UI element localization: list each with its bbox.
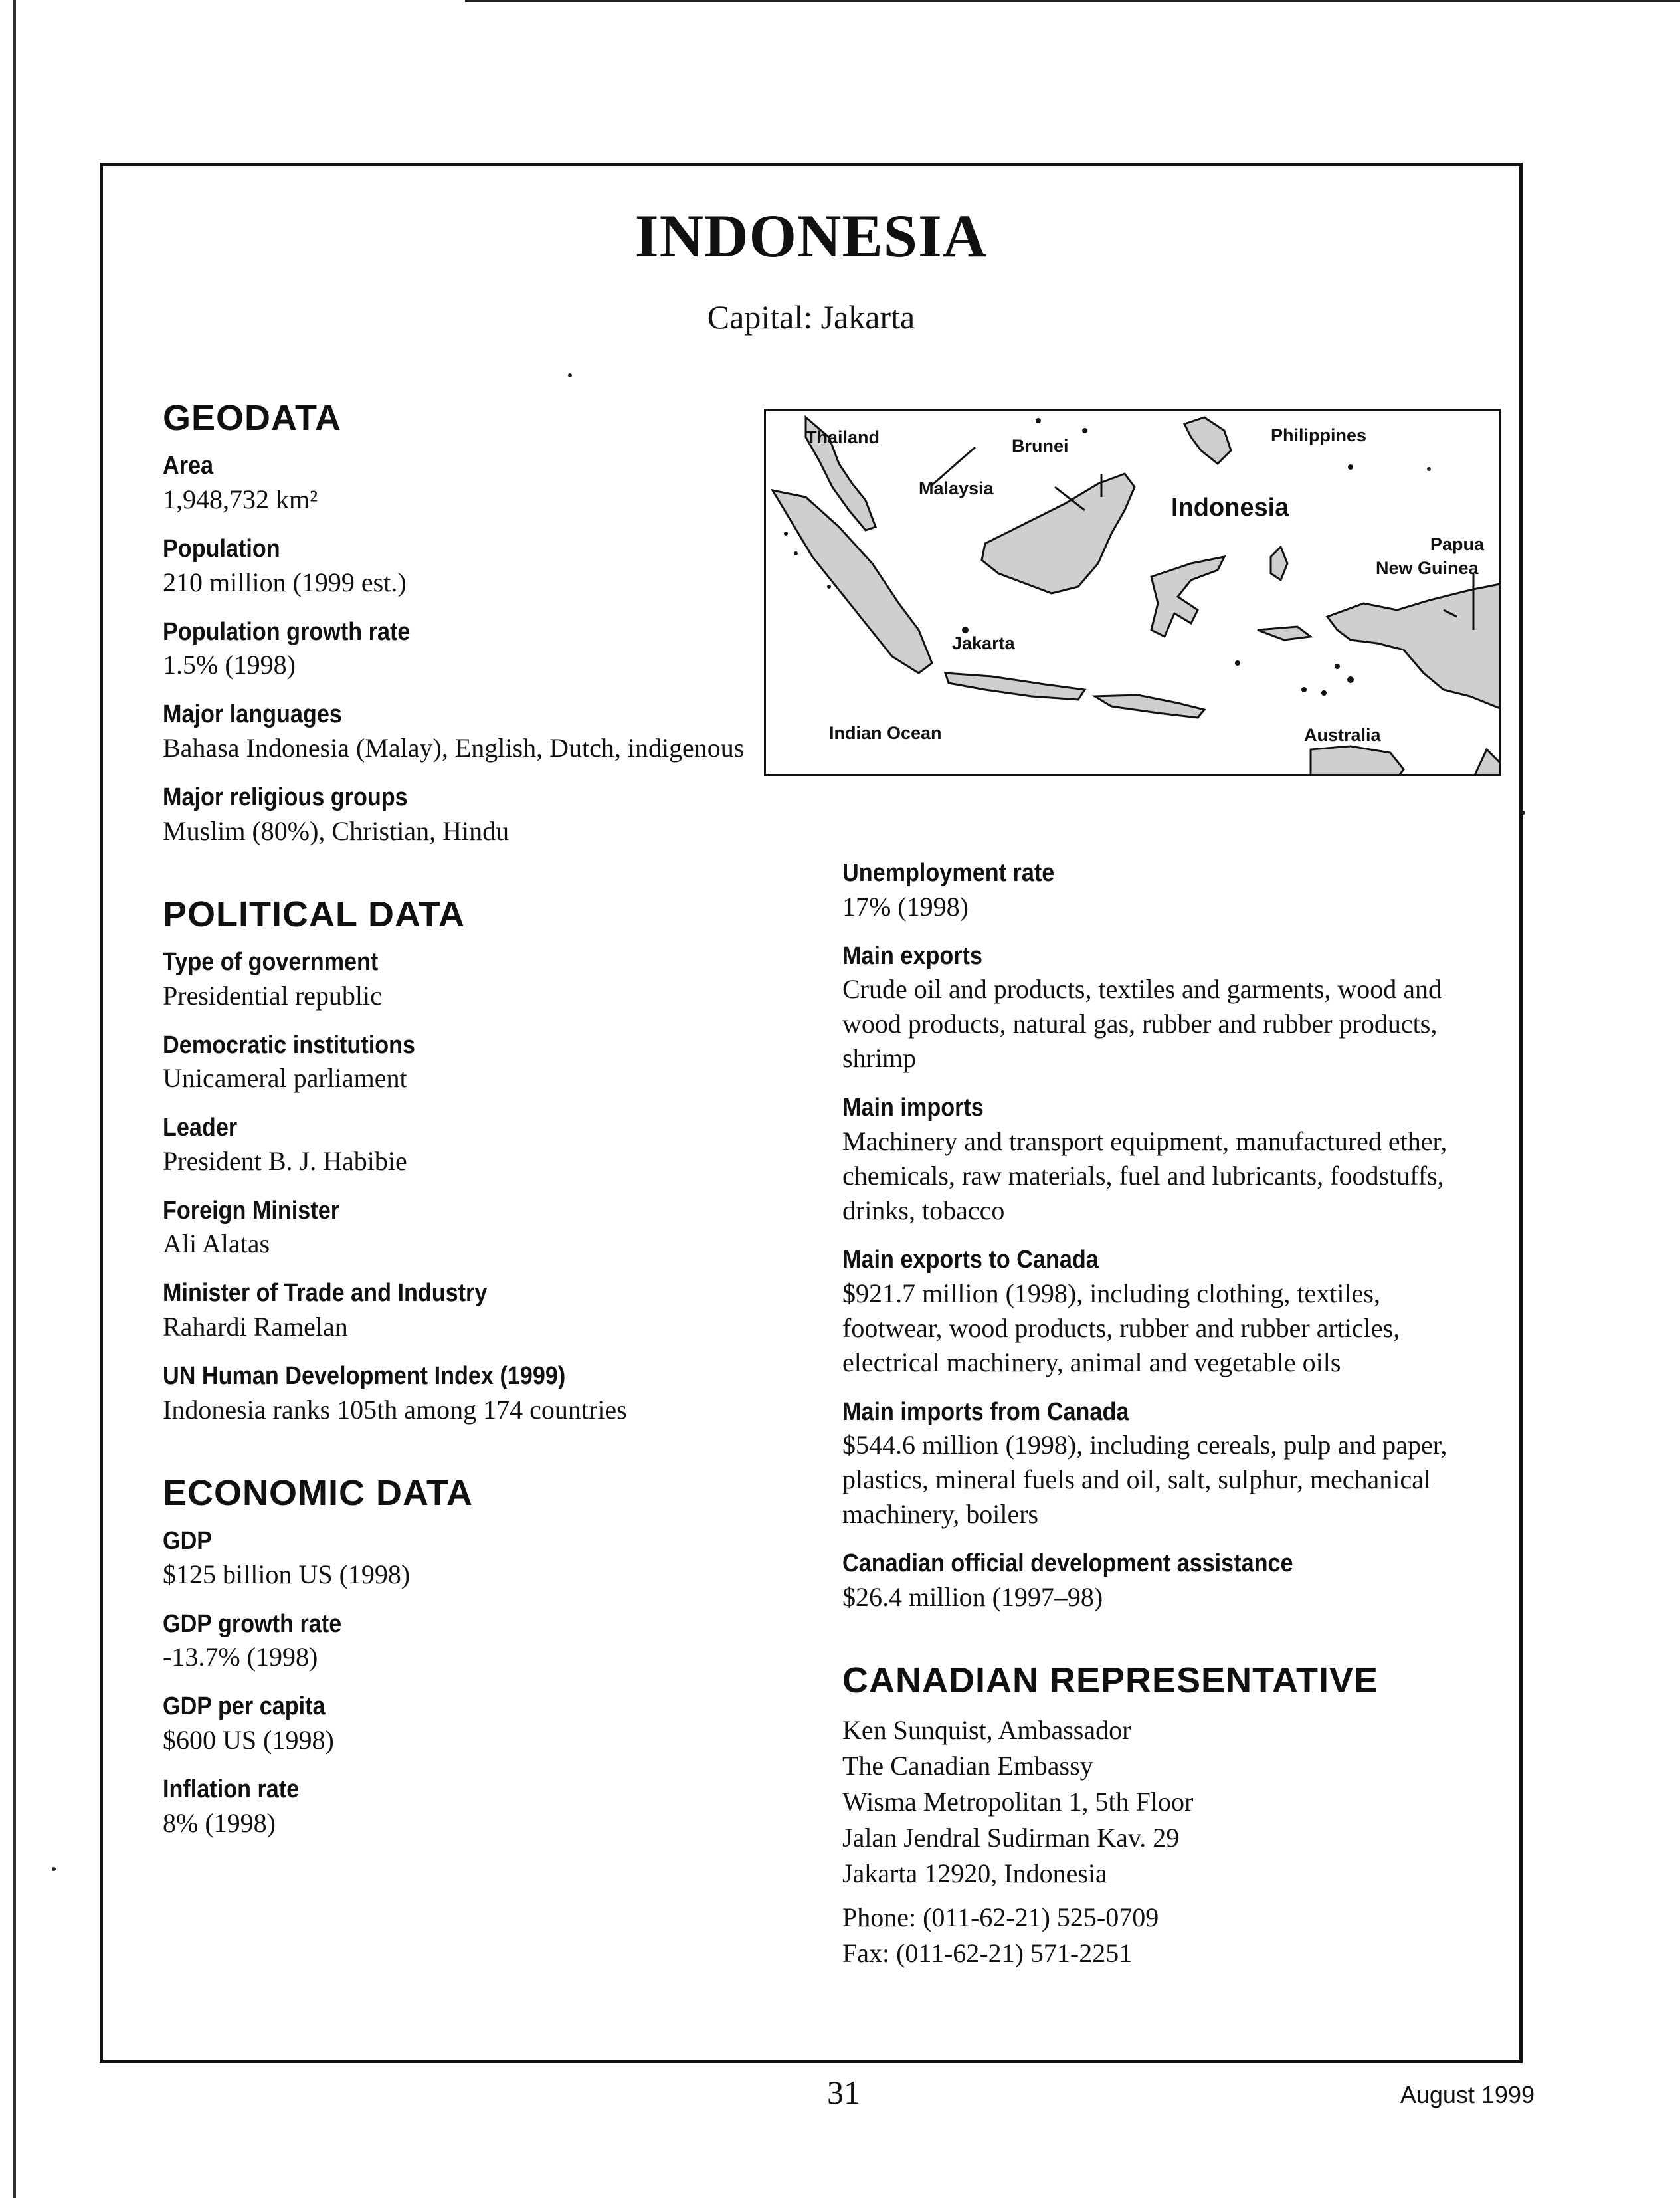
data-field	[842, 857, 1473, 924]
field-value: 210 million (1999 est.)	[163, 567, 407, 597]
java-shape	[945, 673, 1085, 700]
field-label: Main imports	[842, 1094, 984, 1122]
data-field	[163, 533, 827, 600]
data-field	[163, 1112, 827, 1179]
economic-fields	[163, 1525, 827, 1841]
scan-speck	[1521, 811, 1525, 815]
philippines-shape	[1184, 417, 1231, 464]
field-label: Main exports	[842, 942, 982, 970]
page-number: 31	[827, 2074, 860, 2111]
field-value: Crude oil and products, textiles and garments, wood and wood products, natural gas, rubber and rubber products, shrimp	[842, 974, 1442, 1074]
sumatra-shape	[773, 490, 932, 673]
field-label: Minister of Trade and Industry	[163, 1279, 488, 1308]
data-field	[163, 1525, 827, 1592]
geodata-heading: GEODATA	[163, 398, 341, 438]
address-line: Jalan Jendral Sudirman Kav. 29	[842, 1823, 1180, 1853]
data-field	[163, 946, 827, 1013]
left-column	[163, 399, 827, 1856]
field-value: 8% (1998)	[163, 1807, 276, 1838]
fax-number: Fax: (011-62-21) 571-2251	[842, 1938, 1133, 1969]
map-graphic	[766, 411, 1501, 776]
political-heading: POLITICAL DATA	[163, 894, 465, 934]
data-field	[163, 1773, 827, 1841]
map-label-papua: Papua	[1430, 534, 1485, 554]
sulawesi-shape	[1151, 557, 1224, 637]
map-label-indian-ocean: Indian Ocean	[829, 723, 942, 743]
data-field	[163, 698, 827, 765]
field-label: Leader	[163, 1114, 238, 1142]
field-value: Unicameral parliament	[163, 1063, 407, 1094]
field-label: Main exports to Canada	[842, 1245, 1099, 1274]
address-line: Ken Sunquist, Ambassador	[842, 1715, 1131, 1746]
island-dot	[1301, 687, 1307, 692]
economic-right-fields	[842, 857, 1473, 1615]
scan-edge-left	[13, 0, 16, 2198]
address-line: The Canadian Embassy	[842, 1751, 1093, 1781]
field-label: Type of government	[163, 948, 379, 976]
representative-address	[842, 1712, 1473, 1892]
capital-line: Capital: Jakarta	[707, 298, 915, 336]
field-value: Indonesia ranks 105th among 174 countries	[163, 1394, 627, 1425]
field-value: $544.6 million (1998), including cereals, pulp and paper, plastics, mineral fuels and oil, salt, sulphur, mechanical machinery, boilers	[842, 1430, 1447, 1530]
island-dot	[1082, 428, 1087, 433]
field-value: 17% (1998)	[842, 891, 969, 922]
data-field	[163, 1690, 827, 1757]
data-field	[842, 1092, 1473, 1228]
seram-shape	[1258, 627, 1311, 640]
field-value: 1,948,732 km²	[163, 484, 318, 515]
map-label-australia: Australia	[1304, 725, 1381, 745]
data-field	[163, 1195, 827, 1262]
field-value: $26.4 million (1997–98)	[842, 1581, 1103, 1612]
island-dot	[1335, 664, 1340, 669]
island-dot	[1347, 676, 1354, 683]
field-label: Population	[163, 535, 280, 563]
issue-date: August 1999	[1400, 2081, 1535, 2108]
map-label-new-guinea: New Guinea	[1376, 558, 1479, 578]
field-label: Major languages	[163, 700, 342, 729]
field-label: Inflation rate	[163, 1775, 300, 1803]
data-field	[163, 781, 827, 849]
island-dot	[827, 585, 831, 589]
map-label-malaysia: Malaysia	[919, 478, 994, 498]
island-dot	[1348, 464, 1353, 470]
data-field	[842, 1548, 1473, 1615]
field-value: $125 billion US (1998)	[163, 1559, 411, 1589]
scan-speck	[568, 373, 572, 377]
contact-block	[842, 1900, 1473, 1971]
data-field	[163, 450, 827, 517]
address-line: Wisma Metropolitan 1, 5th Floor	[842, 1787, 1194, 1817]
map-label-brunei: Brunei	[1012, 436, 1069, 456]
jakarta-dot	[962, 627, 969, 633]
map-label-philippines: Philippines	[1271, 425, 1367, 445]
data-field	[842, 940, 1473, 1076]
field-label: Unemployment rate	[842, 859, 1055, 887]
scan-speck	[52, 1867, 56, 1871]
field-label: Main imports from Canada	[842, 1397, 1129, 1426]
island-dot	[1036, 418, 1041, 423]
page-title: INDONESIA	[634, 202, 988, 270]
data-field	[163, 1029, 827, 1096]
island-dot	[784, 532, 788, 536]
region-map	[764, 409, 1501, 776]
geodata-fields	[163, 450, 827, 848]
field-label: Foreign Minister	[163, 1196, 340, 1225]
data-field	[842, 1244, 1473, 1380]
right-column	[842, 857, 1473, 1971]
nusa-tenggara-shape	[1095, 695, 1204, 718]
scan-speck	[1427, 467, 1431, 471]
field-label: Population growth rate	[163, 617, 411, 646]
field-label: Area	[163, 452, 214, 480]
field-label: Democratic institutions	[163, 1031, 416, 1059]
field-value: -13.7% (1998)	[163, 1642, 318, 1672]
field-label: Canadian official development assistance	[842, 1549, 1293, 1578]
political-fields	[163, 946, 827, 1427]
field-label: Major religious groups	[163, 783, 408, 811]
data-field	[842, 1396, 1473, 1532]
island-dot	[794, 551, 798, 555]
cape-york-shape	[1473, 749, 1501, 776]
field-value: President B. J. Habibie	[163, 1146, 407, 1176]
map-label-jakarta: Jakarta	[952, 633, 1015, 653]
island-dot	[1321, 690, 1327, 696]
borneo-shape	[982, 474, 1135, 593]
field-label: GDP	[163, 1527, 213, 1555]
maluku-shape	[1271, 547, 1287, 580]
field-label: GDP per capita	[163, 1692, 326, 1721]
field-value: Muslim (80%), Christian, Hindu	[163, 815, 510, 846]
field-label: UN Human Development Index (1999)	[163, 1362, 566, 1391]
phone-number: Phone: (011-62-21) 525-0709	[842, 1902, 1159, 1933]
map-label-thailand: Thailand	[806, 427, 880, 447]
field-value: Ali Alatas	[163, 1229, 270, 1259]
field-value: Presidential republic	[163, 980, 382, 1011]
field-value: Rahardi Ramelan	[163, 1312, 348, 1342]
representative-heading: CANADIAN REPRESENTATIVE	[842, 1660, 1379, 1700]
field-value: Bahasa Indonesia (Malay), English, Dutch, indigenous	[163, 732, 745, 763]
scan-edge-top	[465, 0, 1680, 2]
data-field	[163, 1608, 827, 1675]
data-field	[163, 1360, 827, 1427]
data-field	[163, 616, 827, 683]
field-label: GDP growth rate	[163, 1609, 342, 1638]
data-field	[163, 1277, 827, 1344]
new-guinea-shape	[1327, 583, 1501, 710]
field-value: 1.5% (1998)	[163, 650, 296, 680]
address-line: Jakarta 12920, Indonesia	[842, 1858, 1107, 1889]
island-dot	[1235, 660, 1240, 666]
field-value: $600 US (1998)	[163, 1724, 334, 1755]
australia-shape	[1311, 746, 1404, 776]
field-value: Machinery and transport equipment, manufactured ether, chemicals, raw materials, fuel and lubricants, foodstuffs, drinks, tobacco	[842, 1126, 1447, 1225]
map-label-indonesia: Indonesia	[1171, 494, 1289, 522]
field-value: $921.7 million (1998), including clothing, textiles, footwear, wood products, rubber and rubber articles, electrical machinery, animal and vegetable oils	[842, 1278, 1400, 1377]
economic-heading: ECONOMIC DATA	[163, 1472, 473, 1513]
